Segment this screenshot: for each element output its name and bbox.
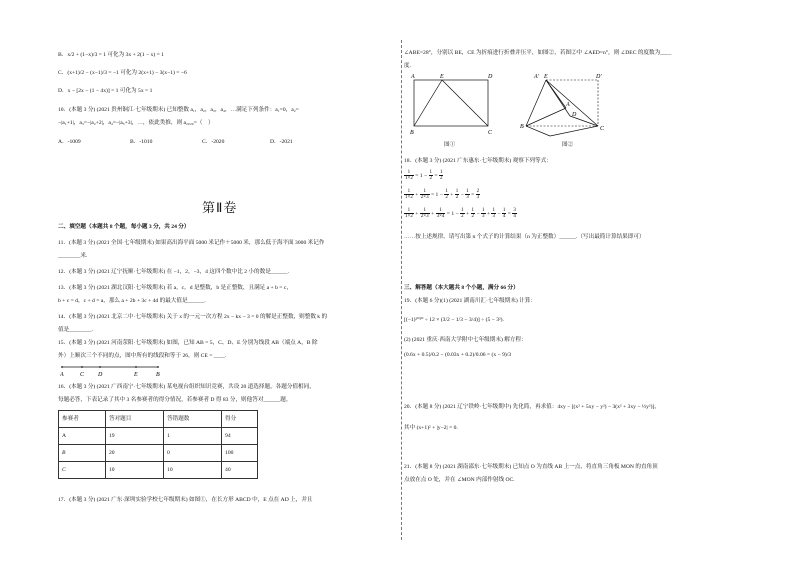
option-c: C．(x+1)/2 − (x−1)/3 = −1 可化为 2(x+1) − 3(x−1) = −6	[58, 70, 187, 76]
segment-ce	[546, 80, 598, 126]
question-13-line1: 13．(本题 3 分) (2021 湖北汉阳·七年级期末) 若 a，c，d 是整数，b 是正整数，且满足 a + b = c，	[58, 285, 292, 291]
segment-ce	[442, 80, 488, 126]
question-14-line2: 值是________.	[58, 327, 93, 333]
point-d	[99, 366, 101, 368]
question-19-equation: (0.6x + 0.5)/0.2 − (0.03x + 0.2)/0.06 = (x − 9)/3	[404, 352, 512, 358]
question-18-ask: ……按上述规律，请写出第 n 个式子的计算结果（n 为正整数）______.（写出最简计算结果即可）	[404, 234, 645, 240]
table-header-row	[59, 411, 258, 428]
question-19: 19．(本题 6 分)(1) (2021 湖南川汇·七年级期末) 计算：	[404, 298, 536, 304]
table-cell: 19	[105, 428, 163, 445]
table-cell: 20	[105, 445, 163, 462]
question-10-line1: 10．(本题 3 分) (2021 贵州铜江·七年级期末) 已知整数 a₁，a₂，a₃，a₄，…满足下列条件：a₁=0，a₂=	[58, 107, 299, 113]
table-cell: 1	[164, 428, 222, 445]
question-10-line2: −|a₁+1|，a₃=−|a₂+2|，a₄=−|a₃+3|，…，依此类推，则 a₂₀₂₀=（ ）	[58, 120, 214, 126]
label-a: A	[566, 102, 570, 108]
point-e	[135, 366, 137, 368]
table-cell: 0	[164, 445, 222, 462]
q10-option-d: D．-2021	[270, 139, 293, 145]
label-b: B	[410, 130, 414, 136]
question-17-cont-line2: 度.	[404, 63, 411, 69]
equation-2: $\frac{1}{1\times 2}$ + $\frac{1}{2\times 3}$ = 1 − $\frac{1}{2}$ + $\frac{1}{2}$ − $\frac{1}{3}$ = $\frac{2}{3}$	[405, 189, 480, 200]
equation-1: $\frac{1}{1\times 2}$ = 1 − $\frac{1}{2}$ = $\frac{1}{2}$	[405, 170, 443, 181]
figure-1-caption: 图①	[444, 142, 456, 148]
question-20-line2: 其中 (x+1)² + |y−2| = 0.	[404, 425, 458, 431]
question-13-line2: b + c = d，c + d = a，那么 a + 2b + 3c + 4d 的最大值是______.	[58, 298, 206, 304]
question-14-line1: 14．(本题 3 分) (2021 北京二中·七年级期末) 关于 x 的一元一次方程 2x − kx − 3 = 0 的解是正整数，则整数 k 的	[58, 314, 328, 320]
question-12: 12．(本题 3 分) (2021 辽宁抚顺·七年级期末) 在 −1，2，−3，4 这四个数中比 2 小的数是______.	[58, 269, 289, 275]
question-17: 17．(本题 3 分) (2021 广东·深圳实验学校七年级期末) 如图①，在长方形 ABCD 中，E 点在 AD 上，并且	[58, 497, 313, 503]
point-c	[81, 366, 83, 368]
label-b: B	[520, 124, 524, 130]
segment-bc	[550, 126, 598, 136]
table-cell: A	[59, 428, 106, 445]
equation-3: $\frac{1}{1\times 2}$ + $\frac{1}{2\times 3}$ + $\frac{1}{3\times 4}$ = 1 − $\frac{1}{2}$ + $\frac{1}{2}$ − $\frac{1}{3}$ + $\frac{1}{3}$ − $\frac{1}{4}$ = $\frac{3}{4}$	[405, 208, 516, 219]
label-c: C	[600, 126, 605, 132]
table-row	[59, 428, 258, 445]
label-c: C	[80, 372, 85, 378]
table-row	[59, 462, 258, 479]
question-20-line1: 20．(本题 8 分) (2021 辽宁铁岭·七年级期中) 先化简，再求值：4xy − [(x² + 5xy − y²) − 3(x² + 3xy − ½y²)]，	[404, 404, 660, 410]
question-19-expression: [(−1)²⁰²⁰ ÷ 12 × (3/2 − 1/3 − 3/4)] ÷ (5 − 3²).	[404, 317, 504, 323]
q10-option-c: C．-2020	[202, 139, 225, 145]
column-divider	[401, 40, 402, 540]
segment-figure	[60, 362, 170, 378]
point-b	[157, 366, 159, 368]
label-d: D	[572, 112, 577, 118]
table-cell: C	[59, 462, 106, 479]
table-header-cell: 参赛者	[59, 411, 106, 428]
question-18: 18．(本题 3 分) (2021 广东惠东·七年级期末) 观察下列等式：	[404, 158, 552, 164]
table-cell: 40	[222, 462, 258, 479]
question-17-cont-line1: ∠ABE=28°，分别以 BE，CE 为折痕进行折叠并压平，如图②，若图②中 ∠AED=n°，则 ∠DEC 的度数为____	[404, 50, 672, 56]
option-b: B．x/2 + (1−x)/3 = 1 可化为 3x + 2(1 − x) = 1	[58, 52, 164, 58]
label-a-prime: A'	[534, 74, 539, 80]
score-table	[58, 410, 258, 479]
label-c: C	[488, 130, 493, 136]
question-11-cont: ________米.	[58, 253, 88, 259]
segment-be	[526, 80, 546, 126]
q10-option-a: A．-1009	[58, 139, 81, 145]
label-a: A	[60, 372, 64, 378]
label-b: B	[156, 372, 160, 378]
section-2-heading: 二、填空题（本题共 8 个题，每小题 3 分，共 24 分）	[58, 224, 190, 230]
figure-2-folded	[520, 72, 620, 142]
rectangle-abcd	[414, 80, 488, 126]
question-16-line1: 16．(本题 3 分) (2021 广西南宁·七年级期末) 某电视台组织知识竞赛，共设 20 道选择题，各题分值相同，	[58, 384, 315, 390]
question-15-line2: 外）上顺次三个不同的点，图中所有的线段和等于 26，则 CE = ____.	[58, 353, 227, 359]
label-d: D	[98, 372, 103, 378]
question-19-part2: (2) (2021 重庆·西南大学附中七年级期末) 解方程：	[404, 337, 527, 343]
label-a: A	[411, 74, 415, 80]
section-3-heading: 三、解答题（本大题共 8 个小题，满分 66 分）	[404, 285, 519, 291]
figure-1-rectangle	[408, 72, 498, 142]
question-21-line1: 21．(本题 8 分) (2021 湖南邵东·七年级期末) 已知点 O 为直线 AB 上一点，将直角三角板 MON 的直角顶	[404, 464, 658, 470]
point-a	[61, 366, 63, 368]
label-d: D	[488, 74, 493, 80]
label-e: E	[544, 74, 548, 80]
question-21-line2: 点放在点 O 处，并在 ∠MON 内部作射线 OC.	[404, 477, 515, 483]
table-cell: 94	[222, 428, 258, 445]
right-column	[404, 0, 764, 562]
table-cell: B	[59, 445, 106, 462]
question-16-line2: 每题必答，下表记录了其中 3 名参赛者的得分情况，若参赛者 D 得 83 分，则他答对______题。	[58, 397, 292, 403]
question-11: 11．(本题 3 分) (2021 全国·七年级期末) 如果高出海平面 5000 米记作＋5000 米，那么低于海平面 3000 米记作	[58, 240, 325, 246]
option-d: D．x − [2x − (1 − 4x)] = 1 可化为 5x = 1	[58, 88, 153, 94]
label-d-prime: D'	[596, 74, 602, 80]
table-header-cell: 答对题目	[105, 411, 163, 428]
left-column	[58, 0, 400, 562]
question-15-line1: 15．(本题 3 分) (2021 河南荥阳·七年级期末) 如图，已知 AB = 5，C、D、E 分别为线段 AB（端点 A，B 除	[58, 340, 318, 346]
table-header-cell: 得分	[222, 411, 258, 428]
table-cell: 10	[164, 462, 222, 479]
segment-ba	[526, 108, 566, 126]
segment-bb	[526, 126, 550, 136]
q10-option-b: B．-1010	[130, 139, 153, 145]
table-cell: 100	[222, 445, 258, 462]
label-e: E	[134, 372, 138, 378]
table-cell: 10	[105, 462, 163, 479]
table-row	[59, 445, 258, 462]
table-header-cell: 答错题数	[164, 411, 222, 428]
figure-2-caption: 图②	[562, 142, 574, 148]
part-title: 第Ⅱ卷	[202, 200, 238, 215]
segment-be	[414, 80, 442, 126]
label-e: E	[440, 74, 444, 80]
